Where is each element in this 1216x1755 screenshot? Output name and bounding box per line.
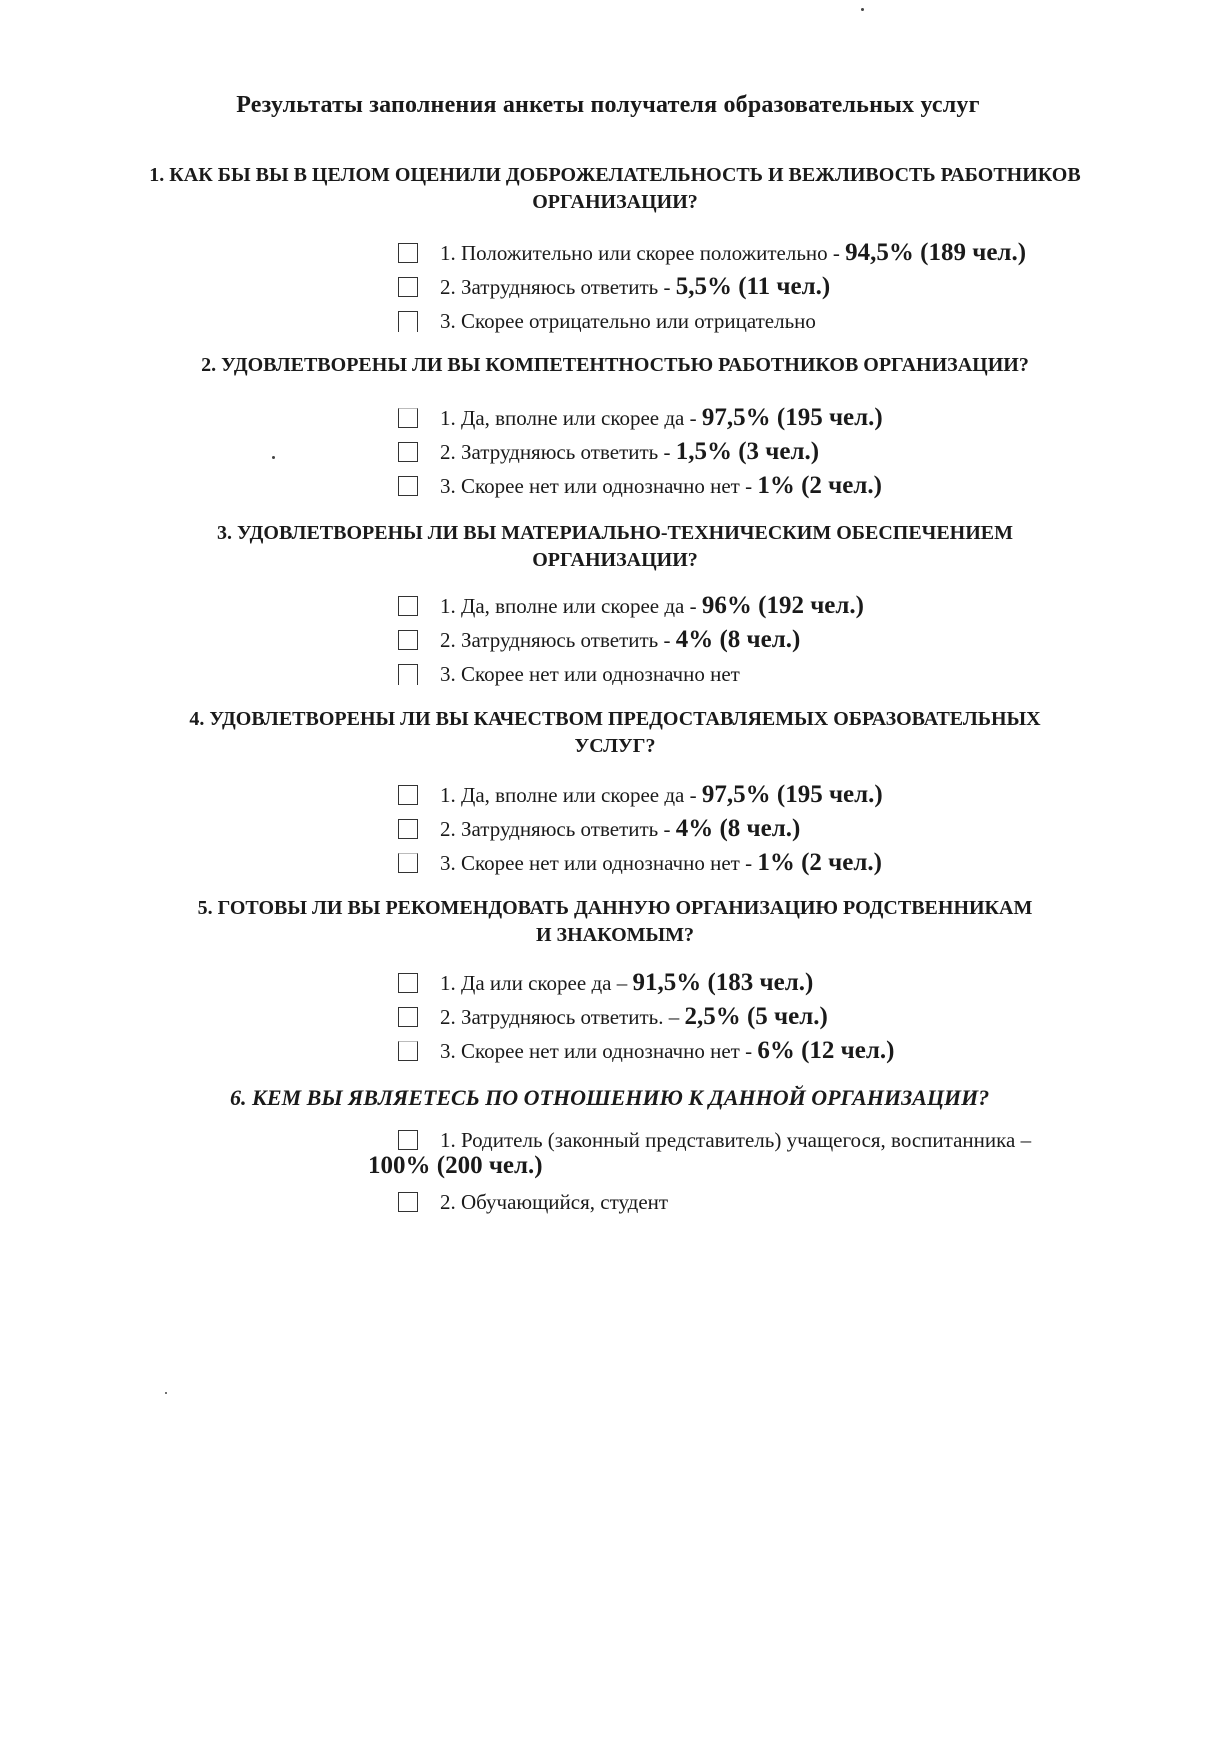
checkbox-icon[interactable] xyxy=(398,853,418,873)
option-label: 2. Затрудняюсь ответить - xyxy=(440,275,671,299)
option-label: 3. Скорее нет или однозначно нет - xyxy=(440,474,753,498)
checkbox-icon[interactable] xyxy=(398,819,418,839)
question-4-heading xyxy=(70,706,1160,760)
checkbox-icon[interactable] xyxy=(398,476,418,496)
checkbox-icon[interactable] xyxy=(398,442,418,462)
question-line: 4. УДОВЛЕТВОРЕНЫ ЛИ ВЫ КАЧЕСТВОМ ПРЕДОСТАВЛЯЕМЫХ ОБРАЗОВАТЕЛЬНЫХ xyxy=(189,708,1041,730)
option-stat: 1% (2 чел.) xyxy=(757,849,882,876)
checkbox-icon[interactable] xyxy=(398,277,418,297)
question-line: ОРГАНИЗАЦИИ? xyxy=(532,549,698,571)
question-line: 1. КАК БЫ ВЫ В ЦЕЛОМ ОЦЕНИЛИ ДОБРОЖЕЛАТЕЛЬНОСТЬ И ВЕЖЛИВОСТЬ РАБОТНИКОВ xyxy=(149,164,1081,186)
checkbox-icon[interactable] xyxy=(398,973,418,993)
question-2-heading xyxy=(70,352,1160,379)
option-label: 2. Затрудняюсь ответить - xyxy=(440,440,671,464)
option-stat: 5,5% (11 чел.) xyxy=(675,273,831,300)
option-stat: 6% (12 чел.) xyxy=(757,1037,895,1064)
question-line: 2. УДОВЛЕТВОРЕНЫ ЛИ ВЫ КОМПЕТЕНТНОСТЬЮ РАБОТНИКОВ ОРГАНИЗАЦИИ? xyxy=(201,354,1029,376)
option-label: 1. Да или скорее да – xyxy=(440,971,628,995)
option-label: 3. Скорее нет или однозначно нет xyxy=(440,662,740,686)
option-label: 1. Положительно или скорее положительно - xyxy=(440,241,840,265)
option-stat: 4% (8 чел.) xyxy=(675,815,801,842)
scan-speck xyxy=(272,456,275,459)
question-line: 6. КЕМ ВЫ ЯВЛЯЕТЕСЬ ПО ОТНОШЕНИЮ К ДАННОЙ ОРГАНИЗАЦИИ? xyxy=(230,1085,990,1110)
checkbox-icon[interactable] xyxy=(398,1007,418,1027)
option-stat: 97,5% (195 чел.) xyxy=(701,781,883,808)
option-label: 1. Да, вполне или скорее да - xyxy=(440,783,697,807)
option-stat: 4% (8 чел.) xyxy=(675,626,801,653)
option-label: 2. Затрудняюсь ответить - xyxy=(440,628,671,652)
option-label: 3. Скорее нет или однозначно нет - xyxy=(440,851,753,875)
option-stat: 1% (2 чел.) xyxy=(757,472,882,499)
checkbox-icon[interactable] xyxy=(398,596,418,616)
question-line: УСЛУГ? xyxy=(574,735,656,757)
checkbox-icon[interactable] xyxy=(398,311,418,332)
question-line: И ЗНАКОМЫМ? xyxy=(535,924,695,946)
question-line: ОРГАНИЗАЦИИ? xyxy=(532,191,698,213)
question-line: 3. УДОВЛЕТВОРЕНЫ ЛИ ВЫ МАТЕРИАЛЬНО-ТЕХНИЧЕСКИМ ОБЕСПЕЧЕНИЕМ xyxy=(216,522,1013,544)
question-3-heading xyxy=(70,520,1160,574)
question-5-heading xyxy=(70,895,1160,949)
scan-speck xyxy=(861,8,864,11)
option-label: 2. Затрудняюсь ответить - xyxy=(440,817,671,841)
option-label: 2. Затрудняюсь ответить. – xyxy=(440,1005,680,1029)
option-stat: 97,5% (195 чел.) xyxy=(701,404,883,431)
option-label: 1. Родитель (законный представитель) учащегося, воспитанника – xyxy=(440,1128,1032,1152)
checkbox-icon[interactable] xyxy=(398,1041,418,1061)
option-stat-continuation: 100% (200 чел.) xyxy=(368,1152,543,1179)
checkbox-icon[interactable] xyxy=(398,630,418,650)
checkbox-icon[interactable] xyxy=(398,408,418,428)
option-label: 3. Скорее отрицательно или отрицательно xyxy=(440,309,816,333)
option-label: 1. Да, вполне или скорее да - xyxy=(440,406,697,430)
option-stat: 1,5% (3 чел.) xyxy=(675,438,820,465)
option-label: 2. Обучающийся, студент xyxy=(440,1190,669,1214)
option-stat: 91,5% (183 чел.) xyxy=(632,969,814,996)
question-6-heading xyxy=(230,1084,1130,1111)
document-title: Результаты заполнения анкеты получателя образовательных услуг xyxy=(236,92,980,118)
option-stat: 96% (192 чел.) xyxy=(701,592,864,619)
option-label: 3. Скорее нет или однозначно нет - xyxy=(440,1039,753,1063)
option-label: 1. Да, вполне или скорее да - xyxy=(440,594,697,618)
checkbox-icon[interactable] xyxy=(398,664,418,685)
option-stat: 2,5% (5 чел.) xyxy=(684,1003,828,1030)
option-stat: 94,5% (189 чел.) xyxy=(845,239,1027,266)
question-1-heading xyxy=(70,162,1160,216)
checkbox-icon[interactable] xyxy=(398,785,418,805)
checkbox-icon[interactable] xyxy=(398,1130,418,1150)
checkbox-icon[interactable] xyxy=(398,243,418,263)
scan-speck xyxy=(165,1392,167,1394)
checkbox-icon[interactable] xyxy=(398,1192,418,1212)
question-line: 5. ГОТОВЫ ЛИ ВЫ РЕКОМЕНДОВАТЬ ДАННУЮ ОРГАНИЗАЦИЮ РОДСТВЕННИКАМ xyxy=(197,897,1033,919)
